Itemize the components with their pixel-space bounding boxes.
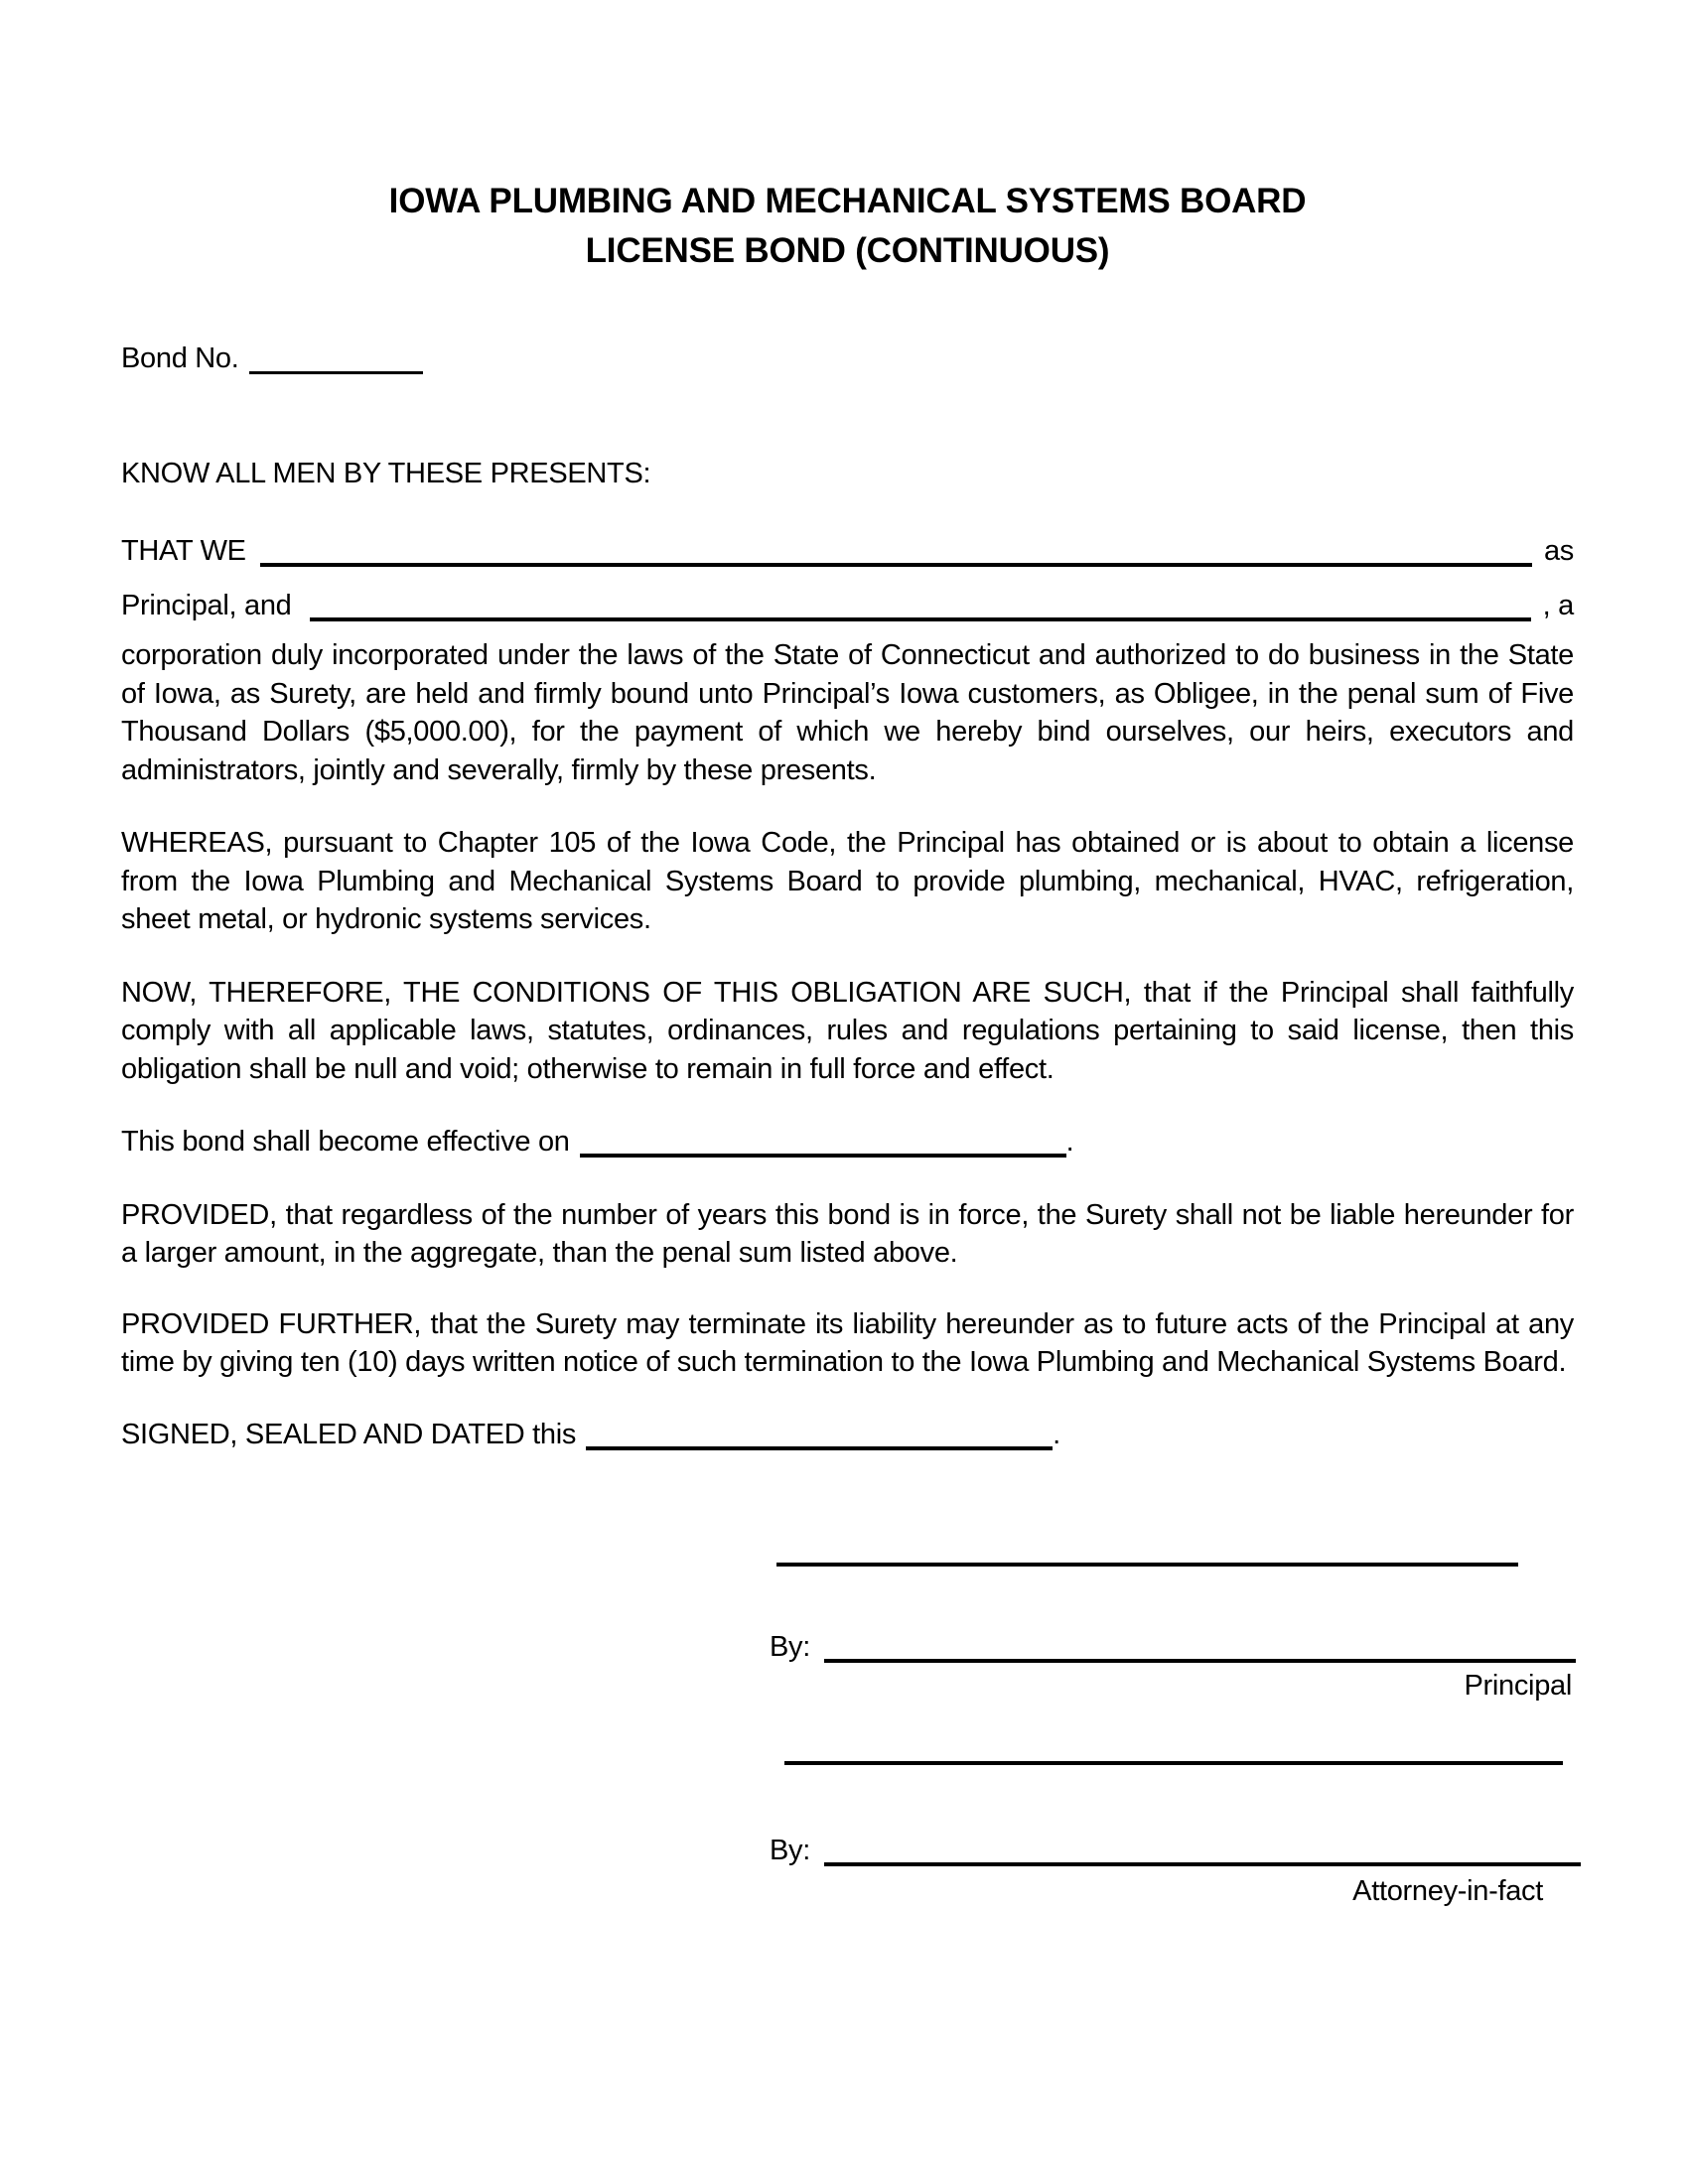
surety-by-signature-field[interactable]	[824, 1841, 1581, 1866]
provided-further-paragraph: PROVIDED FURTHER, that the Surety may terminate its liability hereunder as to future acts of the Principal at any time by giving ten (10) days written notice of such termination to the Iowa Plumbing and Mechanical Systems Board.	[121, 1307, 1574, 1378]
bond-number-field[interactable]	[249, 348, 423, 374]
that-we-label: THAT WE	[121, 535, 246, 567]
whereas-paragraph: WHEREAS, pursuant to Chapter 105 of the Iowa Code, the Principal has obtained or is about to obtain a license from the Iowa Plumbing and Mechanical Systems Board to provide plumbing, mechanical, HVAC, refrigeration, sheet metal, or hydronic systems services.	[121, 827, 1574, 935]
know-all-text: KNOW ALL MEN BY THESE PRESENTS:	[121, 457, 651, 489]
surety-company-signature-line[interactable]	[784, 1761, 1563, 1765]
signed-date-label: SIGNED, SEALED AND DATED this	[121, 1418, 577, 1450]
obligation-paragraph: corporation duly incorporated under the laws of the State of Connecticut and authorized to do business in the State of Iowa, as Surety, are held and firmly bound unto Principal’s Iowa customers, as Obligee, in the penal sum of Five Thousand Dollars ($5,000.00), for the payment of which we hereby bind ourselves, our heirs, executors and administrators, jointly and severally, firmly by these presents.	[121, 639, 1574, 786]
principal-by-row	[770, 1628, 1576, 1667]
that-we-suffix: as	[1543, 535, 1574, 567]
principal-by-label: By:	[770, 1631, 810, 1663]
attorney-in-fact-role-label: Attorney-in-fact	[1352, 1874, 1543, 1907]
principal-role-label: Principal	[1464, 1669, 1572, 1702]
principal-name-field[interactable]	[260, 541, 1532, 567]
document-title	[121, 177, 1574, 276]
signed-date-period: .	[1053, 1418, 1060, 1450]
signed-date-row	[121, 1416, 1574, 1454]
principal-name-row	[121, 532, 1574, 571]
surety-name-row	[121, 587, 1574, 625]
surety-by-label: By:	[770, 1835, 810, 1866]
effective-date-label: This bond shall become effective on	[121, 1126, 570, 1158]
effective-date-row	[121, 1123, 1574, 1161]
effective-date-period: .	[1065, 1126, 1074, 1158]
principal-company-signature-line[interactable]	[776, 1563, 1518, 1567]
title-line-1: IOWA PLUMBING AND MECHANICAL SYSTEMS BOARD	[388, 182, 1307, 220]
signed-date-field[interactable]	[586, 1424, 1053, 1449]
principal-and-suffix: , a	[1542, 589, 1574, 621]
conditions-paragraph: NOW, THEREFORE, THE CONDITIONS OF THIS OBLIGATION ARE SUCH, that if the Principal shall faithfully comply with all applicable laws, statutes, ordinances, rules and regulations pertaining to said license, then this obligation shall be null and void; otherwise to remain in full force and effect.	[121, 976, 1574, 1085]
bond-number-row	[121, 340, 1574, 378]
surety-by-row	[770, 1832, 1581, 1870]
title-line-2: LICENSE BOND (CONTINUOUS)	[585, 231, 1110, 270]
principal-and-label: Principal, and	[121, 589, 292, 621]
surety-name-field[interactable]	[310, 595, 1531, 620]
know-all-heading	[121, 455, 1574, 493]
provided-paragraph: PROVIDED, that regardless of the number of years this bond is in force, the Surety shall not be liable hereunder for a larger amount, in the aggregate, than the penal sum listed above.	[121, 1198, 1574, 1269]
effective-date-field[interactable]	[580, 1132, 1066, 1158]
principal-by-signature-field[interactable]	[824, 1637, 1576, 1663]
bond-number-label: Bond No.	[121, 342, 239, 374]
